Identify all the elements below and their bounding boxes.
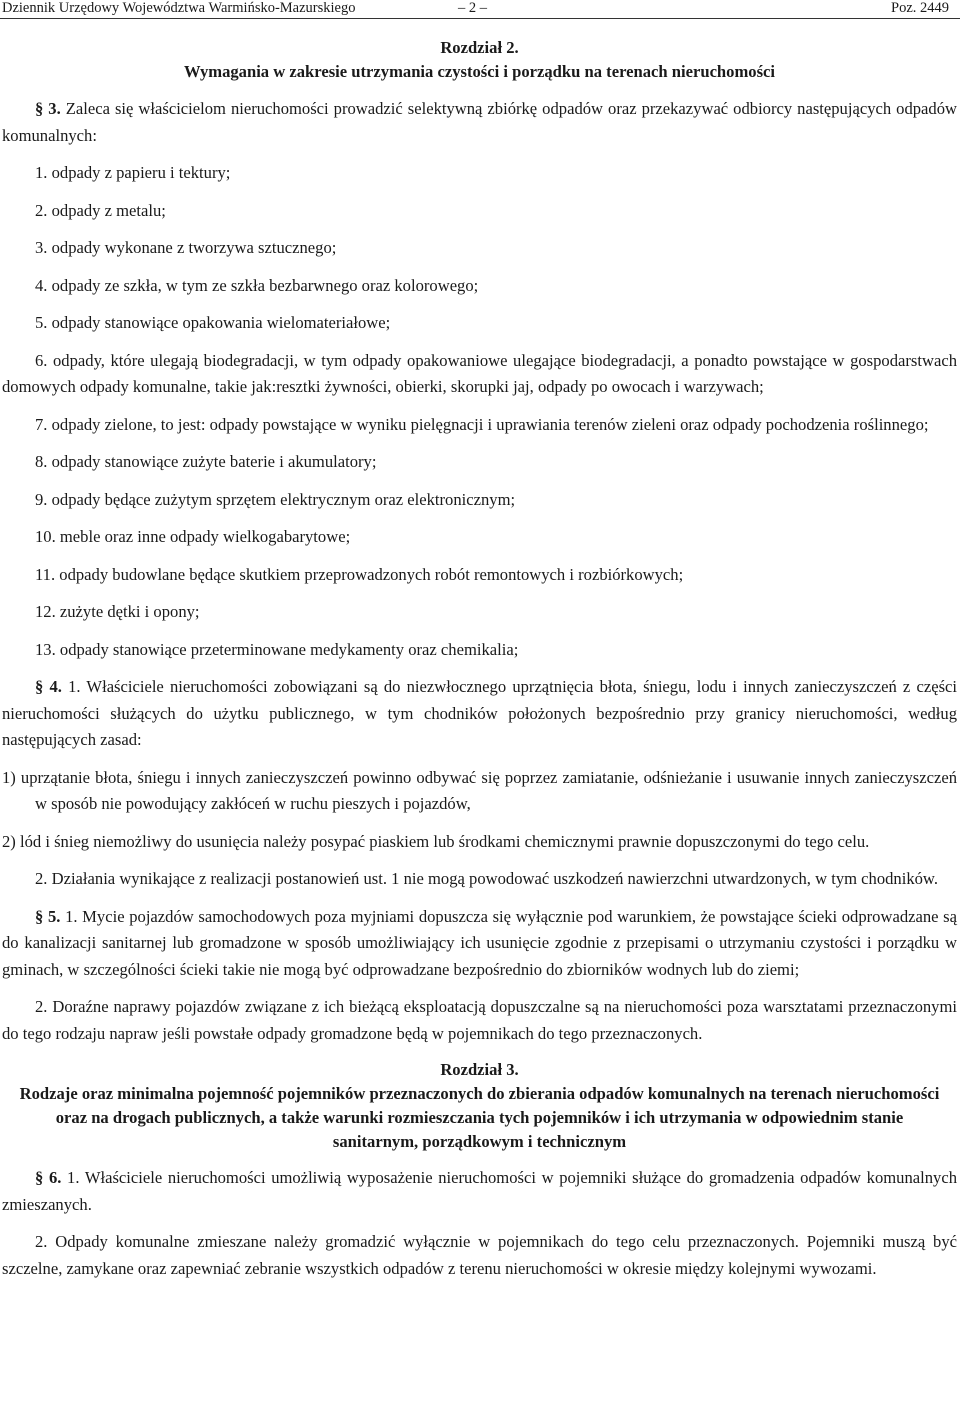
list-item: 3. odpady wykonane z tworzywa sztucznego; (35, 238, 337, 257)
section-3-number: § 3. (35, 99, 61, 118)
page-header (0, 0, 960, 18)
chapter-3-title: Rozdział 3. (440, 1060, 519, 1079)
chapter-2-title: Rozdział 2. (440, 38, 519, 57)
document-body (2, 36, 957, 1282)
section-4-paragraph-2: 2. Działania wynikające z realizacji postanowień ust. 1 nie mogą powodować uszkodzeń nawierzchni utwardzonych, w tym chodników. (35, 869, 938, 888)
page-number: – 2 – (458, 0, 487, 16)
section-4-text: 1. Właściciele nieruchomości zobowiązani są do niezwłocznego uprzątnięcia błota, śniegu, lodu i innych zanieczyszczeń z części nieruchomości służących do użytku publicznego, w tym chodników położonych bezpośrednio przy granicy nieruchomości, według następujących zasad: (2, 677, 957, 749)
list-item: 4. odpady ze szkła, w tym ze szkła bezbarwnego oraz kolorowego; (35, 275, 479, 295)
section-6-paragraph-1 (2, 1165, 957, 1218)
section-6-number: § 6. (35, 1168, 62, 1187)
list-item: 11. odpady budowlane będące skutkiem przeprowadzonych robót remontowych i rozbiórkowych; (35, 564, 684, 584)
chapter-2-subtitle: Wymagania w zakresie utrzymania czystości i porządku na terenach nieruchomości (183, 62, 776, 81)
list-item: 12. zużyte dętki i opony; (35, 602, 200, 621)
list-item: 9. odpady będące zużytym sprzętem elektrycznym oraz elektronicznym; (35, 489, 516, 509)
section-4-number: § 4. (35, 677, 62, 696)
section-5-paragraph-2: 2. Doraźne naprawy pojazdów związane z ich bieżącą eksploatacją dopuszczalne są na nieruchomości poza warsztatami przeznaczonymi do tego rodzaju napraw jeśli powstałe odpady gromadzone będą w pojemnikach do tego przeznaczonych. (2, 997, 957, 1043)
list-item: 2) lód i śnieg niemożliwy do usunięcia należy posypać piaskiem lub środkami chemicznymi prawnie dopuszczonymi do tego celu. (2, 831, 870, 851)
chapter-3-subtitle: Rodzaje oraz minimalna pojemność pojemników przeznaczonych do zbierania odpadów komunalnych na terenach nieruchomości oraz na drogach publicznych, a także warunki rozmieszczania tych pojemników i ich utrzymania w odpowiednim stanie sanitarnym, porządkowym i technicznym (19, 1084, 940, 1151)
list-item: 6. odpady, które ulegają biodegradacji, w tym odpady opakowaniowe ulegające biodegradacji, a ponadto powstające w gospodarstwach domowych odpady komunalne, takie jak:resztki żywności, obierki, skorupki jaj, odpady po owocach i warzywach; (2, 350, 957, 396)
list-item: 5. odpady stanowiące opakowania wielomateriałowe; (35, 313, 391, 332)
section-3-text: Zaleca się właścicielom nieruchomości prowadzić selektywną zbiórkę odpadów oraz przekazywać odbiorcy następujących odpadów komunalnych: (2, 99, 957, 145)
position-number: Poz. 2449 (891, 0, 949, 16)
header-rule (0, 18, 960, 19)
list-item: 8. odpady stanowiące zużyte baterie i akumulatory; (35, 452, 377, 471)
section-5-paragraph-1 (2, 904, 957, 984)
section-3-intro (2, 96, 957, 149)
list-item: 2. odpady z metalu; (35, 200, 166, 220)
list-item: 13. odpady stanowiące przeterminowane medykamenty oraz chemikalia; (35, 639, 519, 659)
list-item: 1) uprzątanie błota, śniegu i innych zanieczyszczeń powinno odbywać się poprzez zamiatanie, odśnieżanie i usuwanie innych zanieczyszczeń w sposób nie powodujący zakłóceń w ruchu pieszych i pojazdów, (2, 767, 957, 813)
section-5-text: 1. Mycie pojazdów samochodowych poza myjniami dopuszcza się wyłącznie pod warunkiem, że powstające ścieki odprowadzane są do kanalizacji sanitarnej lub gromadzone w sposób umożliwiający ich usunięcie zgodnie z przepisami o utrzymaniu czystości i porządku w gminach, w szczególności ścieki takie nie mogą być odprowadzane bezpośrednio do zbiorników wodnych lub do ziemi; (2, 906, 957, 979)
section-6-text: 1. Właściciele nieruchomości umożliwią wyposażenie nieruchomości w pojemniki służące do gromadzenia odpadów komunalnych zmieszanych. (2, 1168, 957, 1214)
section-6-paragraph-2: 2. Odpady komunalne zmieszane należy gromadzić wyłącznie w pojemnikach do tego celu przeznaczonych. Pojemniki muszą być szczelne, zamykane oraz zapewniać zebranie wszystkich odpadów z terenu nieruchomości w okresie między kolejnymi wywozami. (2, 1232, 957, 1278)
list-item: 1. odpady z papieru i tektury; (35, 163, 231, 182)
section-5-number: § 5. (35, 906, 61, 926)
section-4-paragraph-1 (2, 674, 957, 754)
list-item: 7. odpady zielone, to jest: odpady powstające w wyniku pielęgnacji i uprawiania terenów zieleni oraz odpady pochodzenia roślinnego; (35, 414, 929, 434)
list-item: 10. meble oraz inne odpady wielkogabarytowe; (35, 527, 351, 546)
journal-title: Dziennik Urzędowy Województwa Warmińsko-Mazurskiego (2, 0, 356, 16)
